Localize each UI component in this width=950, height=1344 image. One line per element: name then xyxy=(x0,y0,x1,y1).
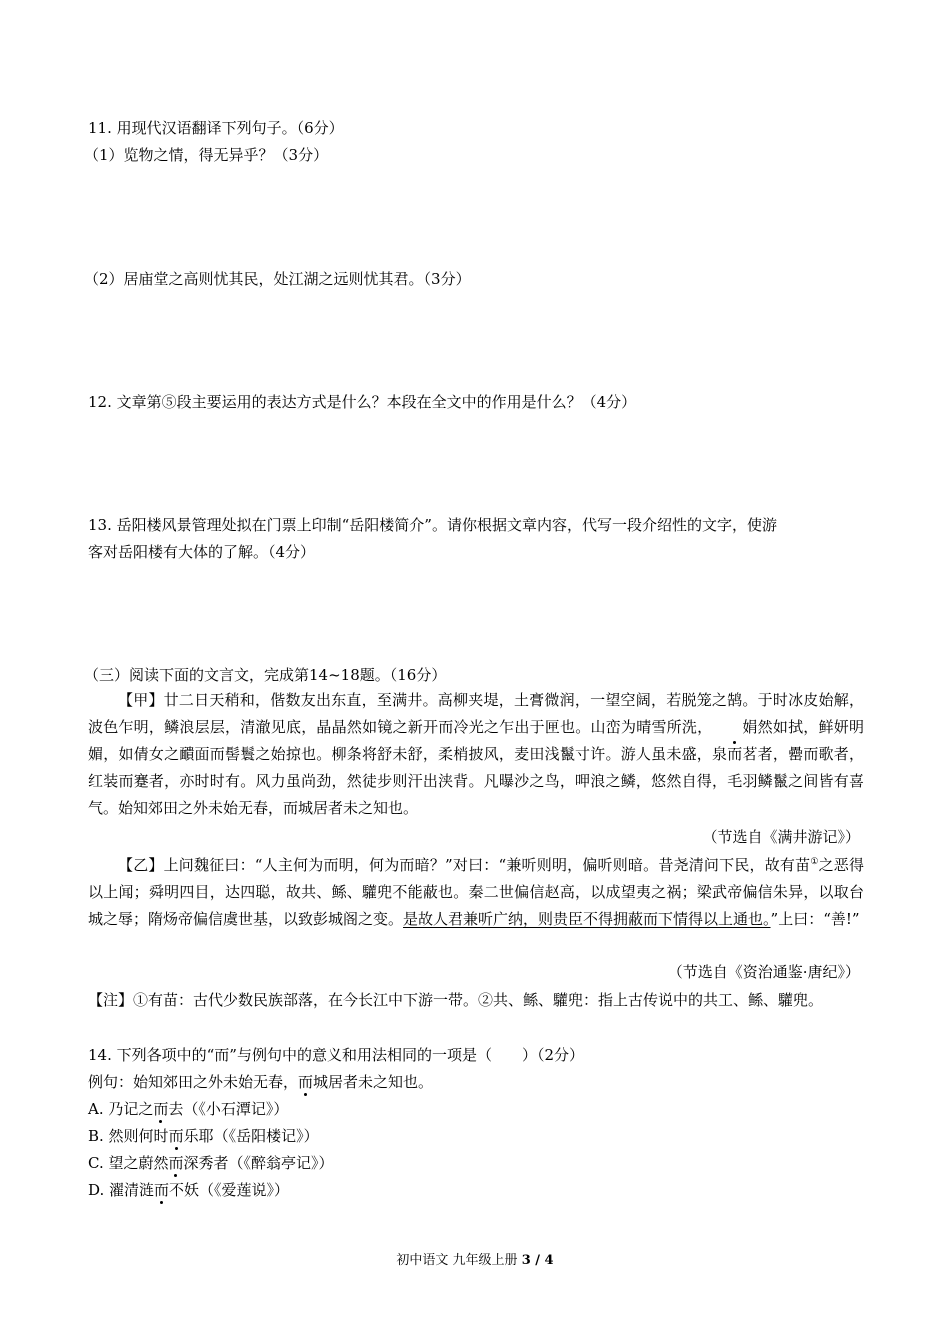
q14-example-post: 城居者未之知也。 xyxy=(313,1073,434,1091)
annotation-note: 【注】①有苗：古代少数民族部落，在今长江中下游一带。②共、鲧、驩兜：指上古传说中的共工、鲧、驩兜。 xyxy=(88,991,824,1009)
footer-label: 初中语文 九年级上册 xyxy=(396,1253,522,1268)
option-d-pre: D. 濯清涟 xyxy=(88,1181,155,1199)
option-d-er: 而 xyxy=(154,1181,170,1199)
q14-example-er: 而 xyxy=(298,1073,314,1091)
passage-yi-text-2: 之恶得以上闻；舜明四目，达四聪，故共、鲧、驩兜不能蔽也。秦二世偏信赵高，以成望夷之祸；梁武帝偏信朱异，以取台城之辱；隋炀帝偏信虞世基，以致彭城阁之变。 xyxy=(88,856,864,928)
q13-line-2: 客对岳阳楼有大体的了解。（4分） xyxy=(88,543,316,561)
option-a-er: 而 xyxy=(153,1100,169,1118)
option-b-er: 而 xyxy=(168,1127,184,1145)
passage-yi-text-1: 【乙】上问魏征曰：“人主何为而明，何为而暗？”对曰：“兼听则明，偏听则暗。昔尧清问下民，故有苗 xyxy=(118,856,811,874)
q14-title: 14. 下列各项中的“而”与例句中的意义和用法相同的一项是（ ）（2分） xyxy=(88,1046,585,1064)
passage-jia-text-1: 【甲】廿二日天稍和，偕数友出东直，至满井。高柳夹堤，土膏微润，一望空阔，若脱笼之鹄。于时冰皮始解，波色乍明，鳞浪层层，清澈见底，晶晶然如镜之新开而冷光之乍出于匣也。山峦为晴雪所洗， xyxy=(88,691,864,736)
section3-heading: （三）阅读下面的文言文，完成第14~18题。（16分） xyxy=(84,666,447,684)
q12-title: 12. 文章第⑤段主要运用的表达方式是什么？本段在全文中的作用是什么？（4分） xyxy=(88,393,637,411)
passage-jia xyxy=(88,687,864,822)
page-footer xyxy=(0,1250,950,1272)
option-c-er: 而 xyxy=(168,1154,184,1172)
underlined-sentence: 是故人君兼听广纳，则贵臣不得拥蔽而下情得以上通也。 xyxy=(403,910,771,928)
option-d-post: 不妖（《爱莲说》） xyxy=(169,1181,290,1199)
option-a-post: 去（《小石潭记》） xyxy=(168,1100,289,1118)
q14-option-c xyxy=(88,1152,334,1174)
q14-option-a xyxy=(88,1098,288,1120)
passage-jia-text-2: 然如拭，鲜妍明媚，如倩女之靧面而髻鬟之始掠也。柳条将舒未舒，柔梢披风，麦田浅鬣寸许。游人虽未盛，泉而茗者，罍而歌者，红装而蹇者，亦时时有。风力虽尚劲，然徒步则汗出浃背。凡曝沙之鸟，呷浪之鳞，悠然自得，毛羽鳞鬣之间皆有喜气。始知郊田之外未始无春，而城居者未之知也。 xyxy=(88,718,864,817)
option-a-pre: A. 乃记之 xyxy=(88,1100,154,1118)
q11-sentence-2: （2）居庙堂之高则忧其民，处江湖之远则忧其君。（3分） xyxy=(84,270,471,288)
option-b-post: 乐耶（《岳阳楼记》） xyxy=(183,1127,319,1145)
passage-yi-text-3: ”上曰：“善!” xyxy=(770,910,860,928)
passage-yi xyxy=(88,852,864,933)
option-c-pre: C. 望之蔚然 xyxy=(88,1154,169,1172)
footnote-marker: ① xyxy=(810,857,819,867)
q14-option-d xyxy=(88,1179,289,1201)
passage-yi-source: （节选自《资治通鉴·唐纪》） xyxy=(667,963,860,981)
q13-line-1: 13. 岳阳楼风景管理处拟在门票上印制“岳阳楼简介”。请你根据文章内容，代写一段介绍性的文字，使游 xyxy=(88,516,777,534)
emphasis-dot-juan: 娟 xyxy=(712,714,757,741)
option-b-pre: B. 然则何时 xyxy=(88,1127,169,1145)
passage-jia-source: （节选自《满井游记》） xyxy=(702,828,860,846)
q11-title: 11. 用现代汉语翻译下列句子。（6分） xyxy=(88,119,344,137)
page-number: 3 / 4 xyxy=(521,1253,554,1268)
q11-sentence-1: （1）览物之情，得无异乎？（3分） xyxy=(84,146,329,164)
option-c-post: 深秀者（《醉翁亭记》） xyxy=(183,1154,334,1172)
q14-option-b xyxy=(88,1125,319,1147)
q14-example xyxy=(88,1071,433,1093)
q14-example-pre: 例句：始知郊田之外未始无春， xyxy=(88,1073,299,1091)
